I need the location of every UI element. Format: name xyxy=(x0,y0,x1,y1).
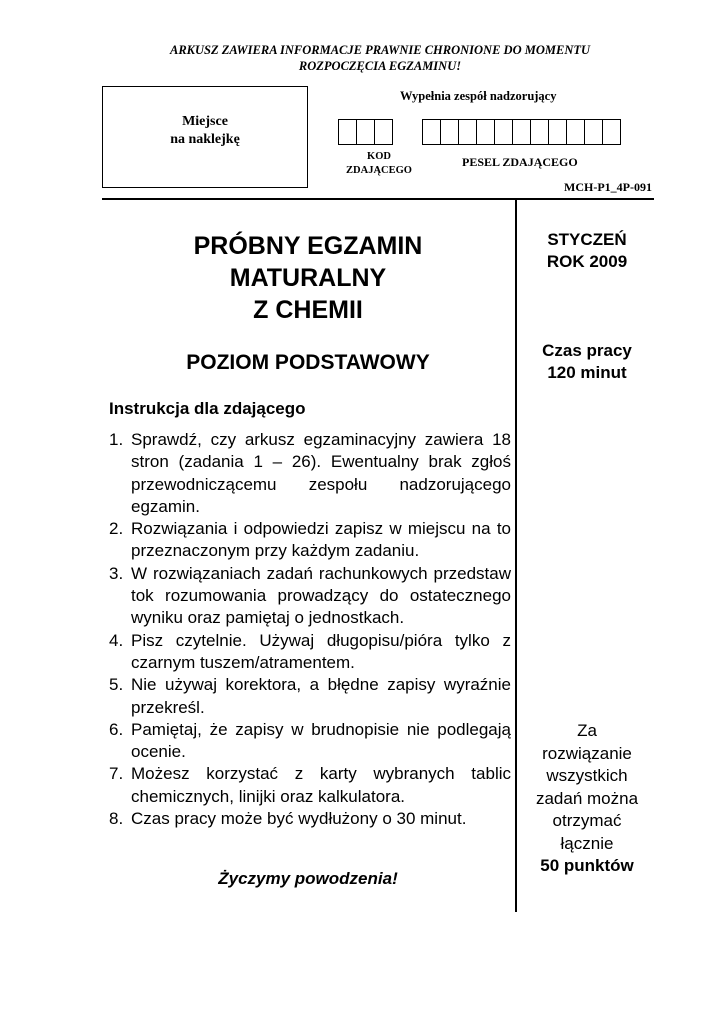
student-code-label-line-2: ZDAJĄCEGO xyxy=(346,165,412,176)
points-line: otrzymać xyxy=(552,811,622,830)
sticker-area xyxy=(102,86,308,188)
exam-date xyxy=(520,229,654,273)
code-box[interactable] xyxy=(374,119,393,145)
student-code-label-line-1: KOD xyxy=(367,151,391,162)
column-divider xyxy=(515,198,517,912)
pesel-box[interactable] xyxy=(512,119,531,145)
points-total: 50 punktów xyxy=(540,856,634,875)
exam-duration-label: Czas pracy xyxy=(542,341,632,360)
instruction-number: 5. xyxy=(109,675,124,695)
exam-title-line-1: PRÓBNY EGZAMIN xyxy=(193,232,423,260)
instruction-number: 2. xyxy=(109,519,124,539)
points-line: Za xyxy=(577,721,597,740)
instruction-item xyxy=(109,763,511,808)
instruction-text: Nie używaj korektora, a błędne zapisy wyraźnie przekreśl. xyxy=(131,675,511,717)
code-box[interactable] xyxy=(338,119,357,145)
instruction-item xyxy=(109,429,511,518)
sticker-label-line-2: na naklejkę xyxy=(170,132,240,147)
instruction-number: 8. xyxy=(109,809,124,829)
pesel-box[interactable] xyxy=(440,119,459,145)
points-line: zadań można xyxy=(535,788,639,808)
instruction-item xyxy=(109,719,511,764)
pesel-box[interactable] xyxy=(494,119,513,145)
exam-title-line-3: Z CHEMII xyxy=(253,296,363,324)
exam-title xyxy=(104,230,512,326)
instruction-item xyxy=(109,563,511,630)
instructions-list xyxy=(109,429,511,830)
student-code-boxes[interactable] xyxy=(338,119,392,145)
instruction-text: W rozwiązaniach zadań rachunkowych przedstaw tok rozumowania prowadzący do ostatecznego wyniku oraz pamiętaj o jednostkach. xyxy=(131,563,511,628)
legal-warning xyxy=(100,42,660,74)
instruction-number: 7. xyxy=(109,764,124,784)
points-line: wszystkich xyxy=(546,766,628,785)
instruction-number: 6. xyxy=(109,719,124,739)
max-points-info xyxy=(520,720,654,878)
pesel-boxes[interactable] xyxy=(422,119,620,145)
pesel-box[interactable] xyxy=(530,119,549,145)
pesel-box[interactable] xyxy=(602,119,621,145)
instructions-heading: Instrukcja dla zdającego xyxy=(109,399,306,418)
legal-warning-line-1: ARKUSZ ZAWIERA INFORMACJE PRAWNIE CHRONIONE DO MOMENTU xyxy=(169,43,591,57)
instruction-item xyxy=(109,808,511,830)
instruction-text: Możesz korzystać z karty wybranych tablic chemicznych, linijki oraz kalkulatora. xyxy=(131,764,511,806)
instruction-text: Sprawdź, czy arkusz egzaminacyjny zawiera 18 stron (zadania 1 – 26). Ewentualny brak zgłoś przewodniczącemu zespołu nadzorującego egzamin. xyxy=(131,430,511,516)
exam-date-year: ROK 2009 xyxy=(546,252,628,271)
instruction-text: Pisz czytelnie. Używaj długopisu/pióra tylko z czarnym tuszem/atramentem. xyxy=(131,630,511,672)
instruction-number: 1. xyxy=(109,430,124,449)
header-divider xyxy=(102,198,654,200)
points-line: łącznie xyxy=(560,833,614,853)
instruction-number: 4. xyxy=(109,630,124,650)
exam-level: POZIOM PODSTAWOWY xyxy=(186,351,430,374)
exam-code: MCH-P1_4P-091 xyxy=(564,180,652,194)
instruction-number: 3. xyxy=(109,563,124,583)
points-line: rozwiązanie xyxy=(542,743,632,763)
sticker-label-line-1: Miejsce xyxy=(182,114,228,129)
pesel-box[interactable] xyxy=(548,119,567,145)
pesel-box[interactable] xyxy=(458,119,477,145)
pesel-box[interactable] xyxy=(422,119,441,145)
pesel-box[interactable] xyxy=(584,119,603,145)
exam-date-month: STYCZEŃ xyxy=(547,230,627,249)
code-box[interactable] xyxy=(356,119,375,145)
legal-warning-line-2: ROZPOCZĘCIA EGZAMINU! xyxy=(298,59,462,73)
good-luck-message: Życzymy powodzenia! xyxy=(218,869,398,888)
exam-duration-value: 120 minut xyxy=(547,363,627,382)
pesel-label: PESEL ZDAJĄCEGO xyxy=(462,155,578,169)
supervisor-fill-label: Wypełnia zespół nadzorujący xyxy=(400,89,557,103)
exam-title-line-2: MATURALNY xyxy=(229,264,387,292)
instruction-item xyxy=(109,518,511,563)
pesel-box[interactable] xyxy=(566,119,585,145)
instruction-item xyxy=(109,674,511,719)
instruction-item xyxy=(109,630,511,675)
pesel-box[interactable] xyxy=(476,119,495,145)
instruction-text: Pamiętaj, że zapisy w brudnopisie nie podlegają ocenie. xyxy=(131,719,511,762)
exam-duration xyxy=(520,340,654,384)
instruction-text: Czas pracy może być wydłużony o 30 minut. xyxy=(131,809,467,829)
instruction-text: Rozwiązania i odpowiedzi zapisz w miejscu na to przeznaczonym przy każdym zadaniu. xyxy=(131,519,511,561)
student-code-label xyxy=(336,150,422,178)
